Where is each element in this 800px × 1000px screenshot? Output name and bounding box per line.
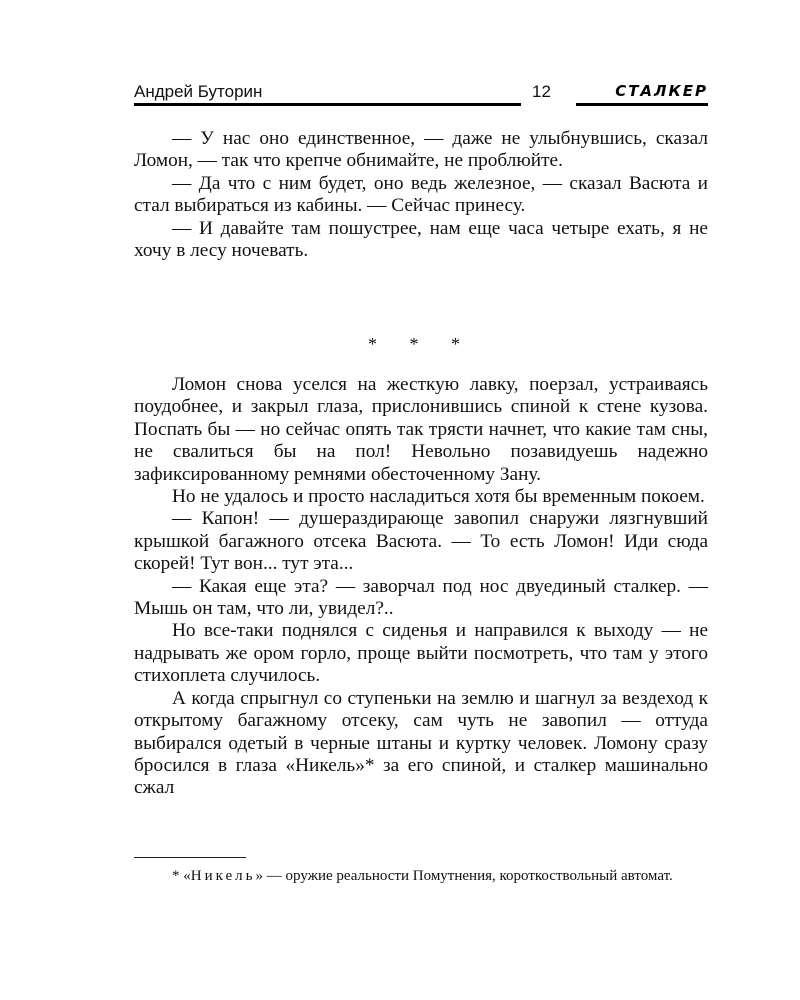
footnote-close-quote: » [255, 868, 264, 884]
paragraph: — Да что с ним будет, оно ведь железное, — сказал Васюта и стал выбираться из кабины. — Сейчас принесу. [134, 172, 708, 217]
text-block-1 [134, 128, 708, 262]
section-separator: * * * [368, 334, 474, 354]
paragraph: Ломон снова уселся на жесткую лавку, поерзал, устраиваясь поудобнее, и закрыл глаза, прислонившись спиной к стене кузова. Поспать бы — но сейчас опять так трясти начнет, что какие там сны, не свалиться бы на пол! Невольно позавидуешь надежно зафиксированному ремнями обесточенному Зану. [134, 374, 708, 485]
footnote-rule [134, 857, 246, 858]
header-author: Андрей Буторин [134, 82, 263, 101]
paragraph: — У нас оно единственное, — даже не улыбнувшись, сказал Ломон, — так что крепче обнимайте, не проблюйте. [134, 128, 708, 172]
footnote-term: Никель [190, 868, 256, 884]
footnote-body: — оружие реальности Помутнения, короткоствольный автомат. [263, 868, 673, 884]
text-block-2 [134, 374, 708, 800]
paragraph: Но все-таки поднялся с сиденья и направился к выходу — не надрывать же ором горло, проще выйти посмотреть, что там у этого стихоплета случилось. [134, 620, 708, 687]
paragraph: А когда спрыгнул со ступеньки на землю и шагнул за вездеход к открытому багажному отсеку, сам чуть не завопил — оттуда выбирался одетый в черные штаны и куртку человек. Ломону сразу бросился в глаза «Никель»* за его спиной, и сталкер машинально сжал [134, 687, 708, 799]
footnote-marker: * « [172, 868, 191, 884]
header-page-number: 12 [532, 82, 551, 101]
paragraph: — И давайте там пошустрее, нам еще часа четыре ехать, я не хочу в лесу ночевать. [134, 217, 708, 262]
header-rule-left [134, 103, 521, 106]
paragraph: — Капон! — душераздирающе завопил снаружи лязгнувший крышкой багажного отсека Васюта. — То есть Ломон! Иди сюда скорей! Тут вон... тут эта... [134, 508, 708, 575]
header-rule-right [576, 103, 708, 106]
paragraph: Но не удалось и просто насладиться хотя бы временным покоем. [172, 486, 705, 508]
footnote-text [134, 866, 708, 886]
footnote [134, 866, 708, 886]
header-series-title: СТАЛКЕР [615, 82, 708, 100]
paragraph: — Какая еще эта? — заворчал под нос двуединый сталкер. — Мышь он там, что ли, увидел?.. [134, 575, 708, 620]
